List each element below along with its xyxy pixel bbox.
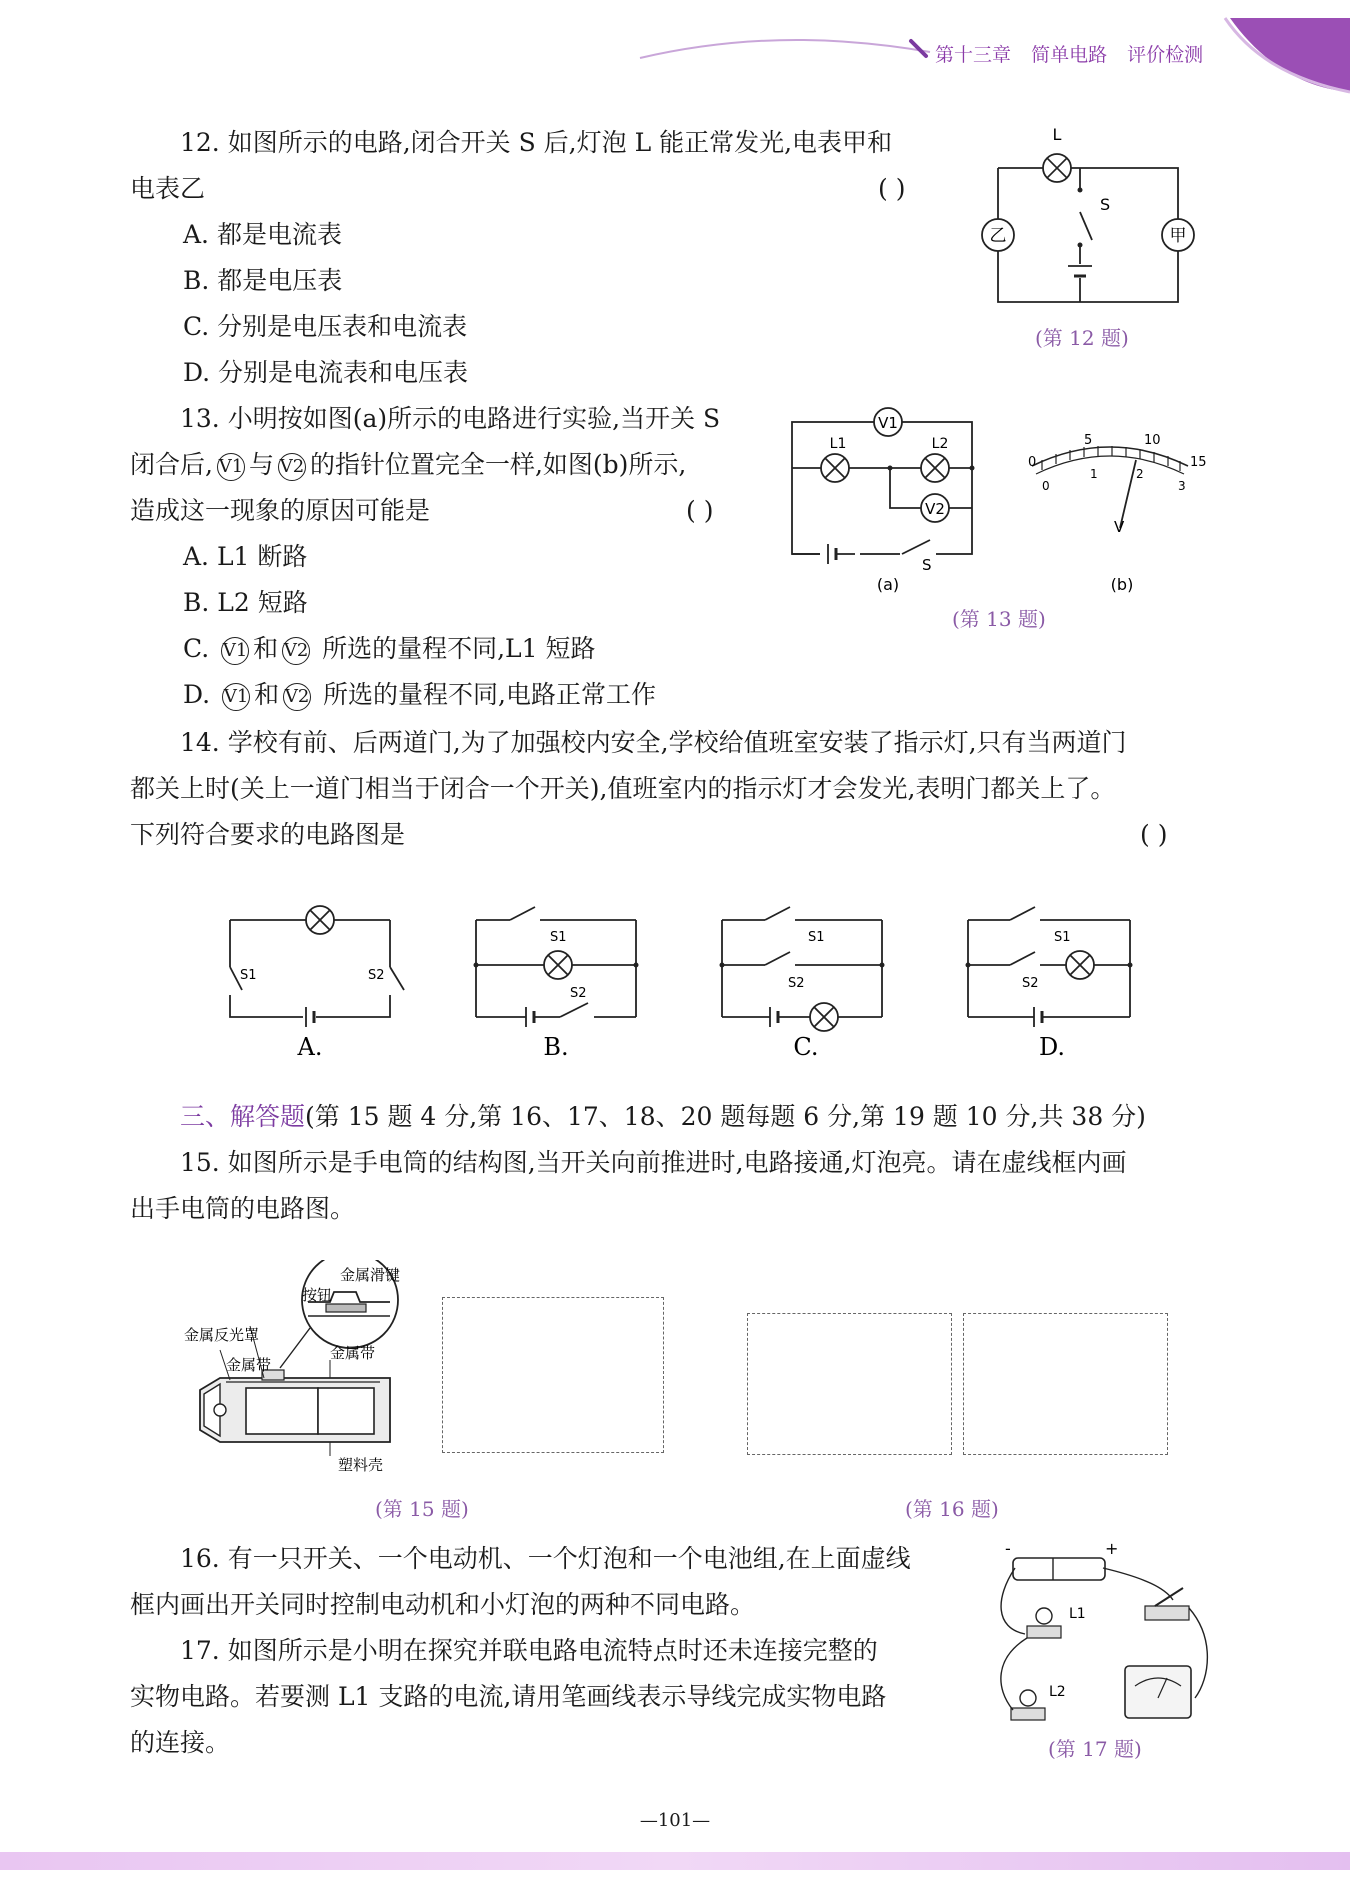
flashlight-shell-label: 塑料壳 xyxy=(338,1456,384,1474)
pen-icon xyxy=(908,38,930,60)
q16-caption: (第 16 题) xyxy=(905,1497,999,1521)
q14b-s1-label: S1 xyxy=(550,930,567,945)
page-number: —101— xyxy=(639,1810,711,1831)
q14-options-diagrams xyxy=(210,895,1170,1065)
q13-scale-top-0: 0 xyxy=(1028,455,1037,470)
q12-answer-paren: ( ) xyxy=(878,174,906,203)
q17-plus-label: + xyxy=(1105,1539,1119,1558)
q14-option-d-label: D. xyxy=(1038,1033,1066,1061)
q13-option-b: B. L2 短路 xyxy=(183,588,308,617)
q17-l2-label: L2 xyxy=(1049,1684,1066,1700)
q12-option-d: D. 分别是电流表和电压表 xyxy=(183,358,469,387)
q14-answer-paren: ( ) xyxy=(1140,820,1168,849)
q13-line2-a: 闭合后, xyxy=(130,450,213,479)
q13-option-d-text: 所选的量程不同,电路正常工作 xyxy=(323,680,656,709)
q13-circuit-diagram xyxy=(780,400,1220,600)
q14d-s1-label: S1 xyxy=(1054,930,1071,945)
q13-fig-b-label: (b) xyxy=(1110,575,1134,594)
q13-line2-c: 的指针位置完全一样,如图(b)所示, xyxy=(309,450,687,479)
flashlight-strip2-label: 金属带 xyxy=(330,1344,376,1362)
chapter-header xyxy=(935,40,1203,67)
q13-line1: 13. 小明按如图(a)所示的电路进行实验,当开关 S xyxy=(180,404,721,433)
bulb-l1-icon xyxy=(1036,1608,1052,1624)
q15-line2: 出手电筒的电路图。 xyxy=(130,1194,356,1223)
q13-scale-bottom-0: 0 xyxy=(1042,479,1050,493)
q14-circuit-d xyxy=(968,907,1130,1027)
q13-scale-top-5: 5 xyxy=(1084,433,1093,448)
q13-option-c-letter: C. xyxy=(183,634,210,663)
q14-line2: 都关上时(关上一道门相当于闭合一个开关),值班室内的指示灯才会发光,表明门都关上了。 xyxy=(130,774,1116,803)
q13-option-c xyxy=(183,634,596,665)
q15-answer-box[interactable] xyxy=(442,1297,664,1453)
q13-scale-bottom-3: 3 xyxy=(1178,479,1186,493)
voltmeter-dial xyxy=(1032,446,1188,528)
q13-scale-top-15: 15 xyxy=(1190,455,1207,470)
q12-option-b: B. 都是电压表 xyxy=(183,266,343,295)
section3-scoring: (第 15 题 4 分,第 16、17、18、20 题每题 6 分,第 19 题 10 分,共 38 分) xyxy=(305,1102,1146,1131)
v2-meter-symbol: V2 xyxy=(283,683,311,711)
q14-line3: 下列符合要求的电路图是 xyxy=(130,820,406,849)
q17-minus-label: - xyxy=(1005,1539,1011,1558)
q12-line2: 电表乙 xyxy=(130,174,206,203)
q14-option-b-label: B. xyxy=(543,1033,569,1061)
q15-line1: 15. 如图所示是手电筒的结构图,当开关向前推进时,电路接通,灯泡亮。请在虚线框内画 xyxy=(180,1148,1127,1177)
q17-line3: 的连接。 xyxy=(130,1728,231,1757)
q13-line3: 造成这一现象的原因可能是 xyxy=(130,496,431,525)
q13-line2-b: 与 xyxy=(248,450,274,479)
q15-caption: (第 15 题) xyxy=(375,1497,469,1521)
knife-switch-icon xyxy=(1145,1606,1189,1620)
v1-meter-symbol: V1 xyxy=(222,683,250,711)
flashlight-diagram xyxy=(180,1260,430,1480)
q16-answer-box-2[interactable] xyxy=(963,1313,1168,1455)
q12-meter-right-label: 甲 xyxy=(1169,226,1187,246)
q14a-s1-label: S1 xyxy=(240,968,257,983)
q17-caption: (第 17 题) xyxy=(1048,1737,1142,1761)
footer-band xyxy=(0,1852,1350,1870)
q13-l2-label: L2 xyxy=(931,436,949,452)
q13-option-c-text: 所选的量程不同,L1 短路 xyxy=(322,634,596,663)
q12-caption: (第 12 题) xyxy=(1035,326,1129,350)
q17-line1: 17. 如图所示是小明在探究并联电路电流特点时还未连接完整的 xyxy=(180,1636,878,1665)
flashlight-slider-label: 金属滑键 xyxy=(340,1266,401,1284)
q17-l1-label: L1 xyxy=(1069,1606,1086,1622)
q13-fig-a-label: (a) xyxy=(876,575,900,594)
header-chapter: 第十三章 xyxy=(935,44,1012,66)
q16-line1: 16. 有一只开关、一个电动机、一个灯泡和一个电池组,在上面虚线 xyxy=(180,1544,911,1573)
q13-scale-top-10: 10 xyxy=(1144,433,1161,448)
q14-line1: 14. 学校有前、后两道门,为了加强校内安全,学校给值班室安装了指示灯,只有当两道门 xyxy=(180,728,1127,757)
q13-option-a: A. L1 断路 xyxy=(183,542,308,571)
q14-option-a-label: A. xyxy=(297,1033,323,1061)
v1-meter-symbol: V1 xyxy=(221,637,249,665)
q13-unit-label: V xyxy=(1114,518,1125,536)
q17-physical-circuit xyxy=(985,1538,1215,1728)
q14d-s2-label: S2 xyxy=(1022,976,1039,991)
q12-option-c: C. 分别是电压表和电流表 xyxy=(183,312,468,341)
q16-answer-box-1[interactable] xyxy=(747,1313,952,1455)
header-section: 评价检测 xyxy=(1127,44,1204,66)
q13-scale-bottom-1: 1 xyxy=(1090,467,1098,481)
section3-heading xyxy=(180,1102,1146,1132)
bulb-l2-icon xyxy=(1020,1690,1036,1706)
flashlight-button-label: 按钮 xyxy=(302,1286,333,1304)
q14c-s2-label: S2 xyxy=(788,976,805,991)
q13-option-d-and: 和 xyxy=(254,680,280,709)
q13-option-c-and: 和 xyxy=(253,634,279,663)
flashlight-strip1-label: 金属带 xyxy=(226,1356,272,1374)
lamp-icon xyxy=(1043,154,1071,182)
q16-line2: 框内画出开关同时控制电动机和小灯泡的两种不同电路。 xyxy=(130,1590,756,1619)
q14a-s2-label: S2 xyxy=(368,968,385,983)
q13-scale-bottom-2: 2 xyxy=(1136,467,1144,481)
header-topic: 简单电路 xyxy=(1031,44,1108,66)
q14c-s1-label: S1 xyxy=(808,930,825,945)
q17-line2: 实物电路。若要测 L1 支路的电流,请用笔画线表示导线完成实物电路 xyxy=(130,1682,887,1711)
q14b-s2-label: S2 xyxy=(570,986,587,1001)
q13-line2 xyxy=(130,450,686,481)
q13-switch-label: S xyxy=(922,556,932,574)
q12-line1: 12. 如图所示的电路,闭合开关 S 后,灯泡 L 能正常发光,电表甲和 xyxy=(180,128,893,157)
flashlight-reflector-label: 金属反光罩 xyxy=(184,1326,260,1344)
v1-meter-symbol: V1 xyxy=(217,453,245,481)
q13-caption: (第 13 题) xyxy=(952,607,1046,631)
q13-v1-label: V1 xyxy=(878,414,898,432)
q13-l1-label: L1 xyxy=(829,436,847,452)
v2-meter-symbol: V2 xyxy=(282,637,310,665)
q14-option-c-label: C. xyxy=(793,1033,819,1061)
q13-answer-paren: ( ) xyxy=(686,496,714,525)
q13-option-d xyxy=(183,680,656,711)
q12-option-a: A. 都是电流表 xyxy=(183,220,342,249)
ammeter-icon xyxy=(1125,1666,1191,1718)
q12-meter-left-label: 乙 xyxy=(989,226,1007,246)
q14-circuit-c xyxy=(722,907,882,1027)
q13-v2-label: V2 xyxy=(925,500,945,518)
v2-meter-symbol: V2 xyxy=(278,453,306,481)
q12-lamp-label: L xyxy=(1052,125,1062,144)
q13-option-d-letter: D. xyxy=(183,680,211,709)
q12-switch-label: S xyxy=(1100,195,1111,214)
section3-title: 三、解答题 xyxy=(180,1102,306,1131)
q12-circuit-diagram xyxy=(980,120,1200,320)
